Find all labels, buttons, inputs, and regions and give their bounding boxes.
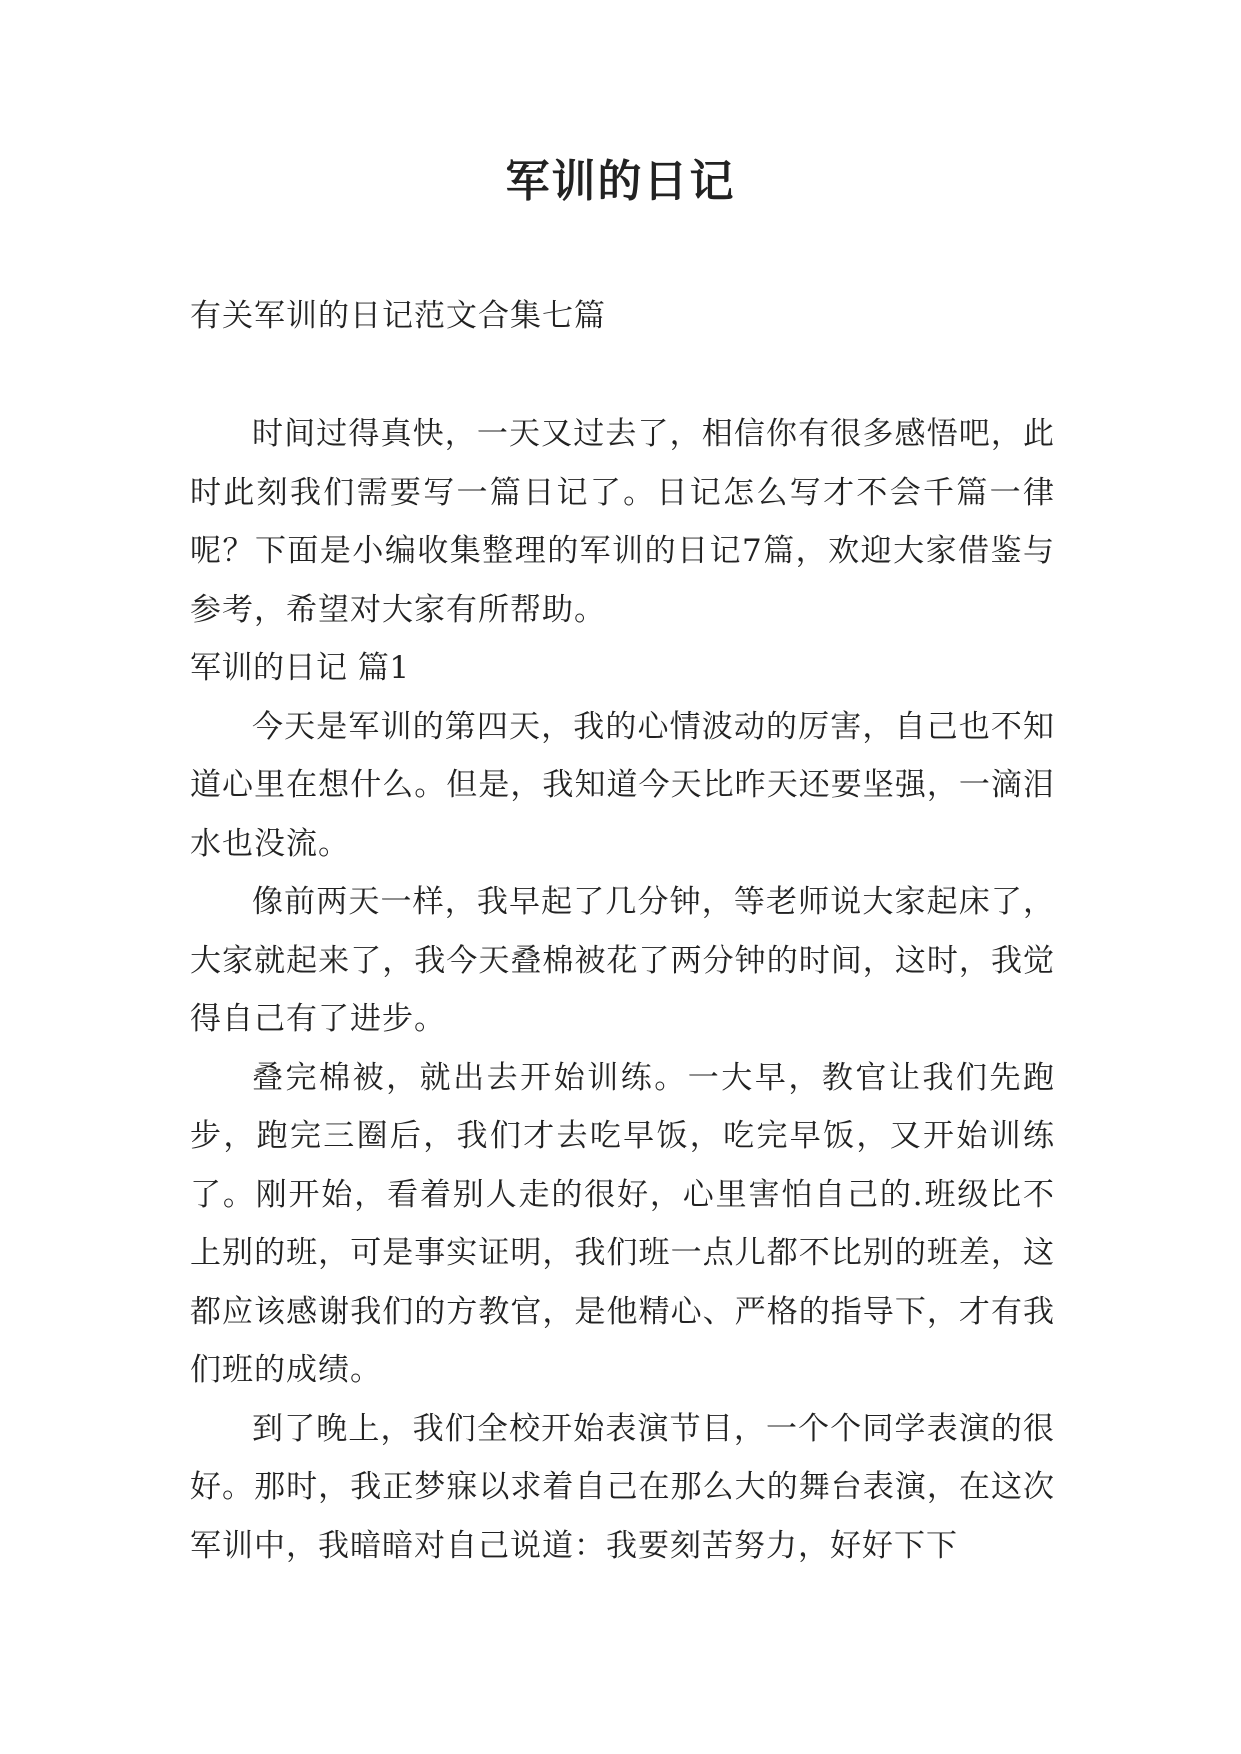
paragraph: 到了晚上，我们全校开始表演节目，一个个同学表演的很好。那时，我正梦寐以求着自己在那么大的舞台表演，在这次军训中，我暗暗对自己说道：我要刻苦努力，好好下下 [190,1410,1055,1564]
paragraph: 像前两天一样，我早起了几分钟，等老师说大家起床了，大家就起来了，我今天叠棉被花了两分钟的时间，这时，我觉得自己有了进步。 [190,884,1055,1037]
paragraph: 叠完棉被，就出去开始训练。一大早，教官让我们先跑步，跑完三圈后，我们才去吃早饭，吃完早饭，又开始训练了。刚开始，看着别人走的很好，心里害怕自己的.班级比不上别的班，可是事实证明，我们班一点儿都不比别的班差，这都应该感谢我们的方教官，是他精心、严格的指导下，才有我们班的成绩。 [190,1059,1055,1388]
document-subtitle: 有关军训的日记范文合集七篇 [190,298,606,334]
section-heading: 军训的日记 篇1 [190,650,410,686]
paragraph: 今天是军训的第四天，我的心情波动的厉害，自己也不知道心里在想什么。但是，我知道今天比昨天还要坚强，一滴泪水也没流。 [190,708,1055,862]
document-title: 军训的日记 [505,156,736,207]
document-body [190,405,1055,1575]
paragraph-intro: 时间过得真快，一天又过去了，相信你有很多感悟吧，此时此刻我们需要写一篇日记了。日记怎么写才不会千篇一律呢？下面是小编收集整理的军训的日记7篇，欢迎大家借鉴与参考，希望对大家有所帮助。 [190,416,1055,628]
